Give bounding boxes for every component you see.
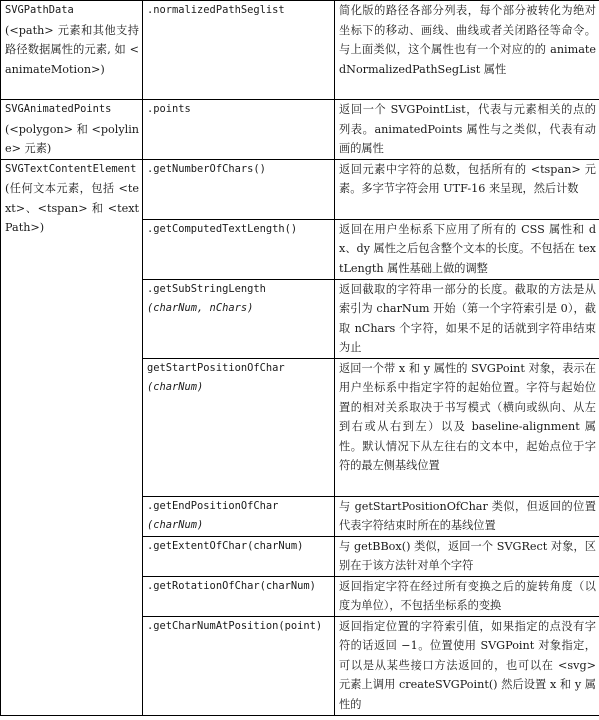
member-name: .getComputedTextLength() — [147, 222, 298, 235]
table-row — [1, 100, 599, 160]
member-name: .getCharNumAtPosition(point) — [147, 619, 323, 632]
member-cell — [143, 1, 335, 100]
member-name: .getRotationOfChar(charNum) — [147, 579, 316, 592]
interface-note: (<polygon> 和 <polyline> 元素) — [5, 122, 139, 155]
member-name: .normalizedPathSeglist — [147, 4, 285, 16]
member-name: .getExtentOfChar(charNum) — [147, 539, 304, 552]
interface-name: SVGPathData — [5, 4, 74, 16]
member-name: .points — [147, 103, 191, 115]
interface-cell — [1, 1, 143, 100]
member-cell — [143, 219, 335, 279]
member-cell — [143, 100, 335, 160]
description-cell: 返回一个 SVGPointList，代表与元素相关的点的列表。animatedPoints 属性与之类似，代表有动画的属性 — [335, 100, 599, 160]
table-row — [1, 159, 599, 219]
description-cell: 返回一个带 x 和 y 属性的 SVGPoint 对象，表示在用户坐标系中指定字符的起始位置。字符与起始位置的相对关系取决于书写模式（横向或纵向、从左到右或从右到左）以及 baseline-alignment 属性。默认情况下从左往右的文本中，起始点位于字符的最左侧基线位置 — [335, 358, 599, 496]
description-cell: 与 getStartPositionOfChar 类似，但返回的位置代表字符结束时所在的基线位置 — [335, 496, 599, 536]
member-cell — [143, 576, 335, 616]
description-cell: 返回截取的字符串一部分的长度。截取的方法是从索引为 charNum 开始（第一个字符索引是 0），截取 nChars 个字符，如果不足的话就到字符串结束为止 — [335, 279, 599, 358]
interface-cell — [1, 100, 143, 160]
description-cell: 返回指定字符在经过所有变换之后的旋转角度（以度为单位），不包括坐标系的变换 — [335, 576, 599, 616]
member-cell — [143, 616, 335, 715]
description-cell: 返回指定位置的字符索引值，如果指定的点没有字符的话返回 −1。位置使用 SVGPoint 对象指定，可以是从某些接口方法返回的，也可以在 <svg> 元素上调用 createSVGPoint() 然后设置 x 和 y 属性的 — [335, 616, 599, 715]
interface-name: SVGTextContentElement — [5, 162, 137, 175]
member-cell — [143, 496, 335, 536]
interface-cell — [1, 159, 143, 715]
member-cell — [143, 279, 335, 358]
description-cell: 返回元素中字符的总数，包括所有的 <tspan> 元素。多字节字符会用 UTF-16 来呈现，然后计数 — [335, 159, 599, 219]
description-cell: 返回在用户坐标系下应用了所有的 CSS 属性和 dx、dy 属性之后包含整个文本的长度。不包括在 textLength 属性基础上做的调整 — [335, 219, 599, 279]
description-cell: 简化版的路径各部分列表，每个部分被转化为绝对坐标下的移动、画线、曲线或者关闭路径等命令。与上面类似，这个属性也有一个对应的的 animatedNormalizedPathSegList 属性 — [335, 1, 599, 100]
table-row — [1, 1, 599, 100]
member-args: (charNum) — [147, 381, 204, 393]
member-cell — [143, 536, 335, 576]
interface-note: (<path> 元素和其他支持路径数据属性的元素, 如 <animateMotion>) — [5, 23, 139, 76]
member-name: .getSubStringLength — [147, 282, 266, 295]
member-name: .getNumberOfChars() — [147, 162, 266, 175]
member-name: .getEndPositionOfChar — [147, 499, 279, 512]
interface-name: SVGAnimatedPoints — [5, 103, 112, 115]
member-name: getStartPositionOfChar — [147, 361, 285, 374]
member-args: (charNum, nChars) — [147, 302, 254, 314]
interface-note: (任何文本元素，包括 <text>、<tspan> 和 <textPath>) — [5, 182, 139, 234]
member-args: (charNum) — [147, 519, 204, 531]
member-cell — [143, 159, 335, 219]
member-cell — [143, 358, 335, 496]
description-cell: 与 getBBox() 类似，返回一个 SVGRect 对象，区别在于该方法针对单个字符 — [335, 536, 599, 576]
